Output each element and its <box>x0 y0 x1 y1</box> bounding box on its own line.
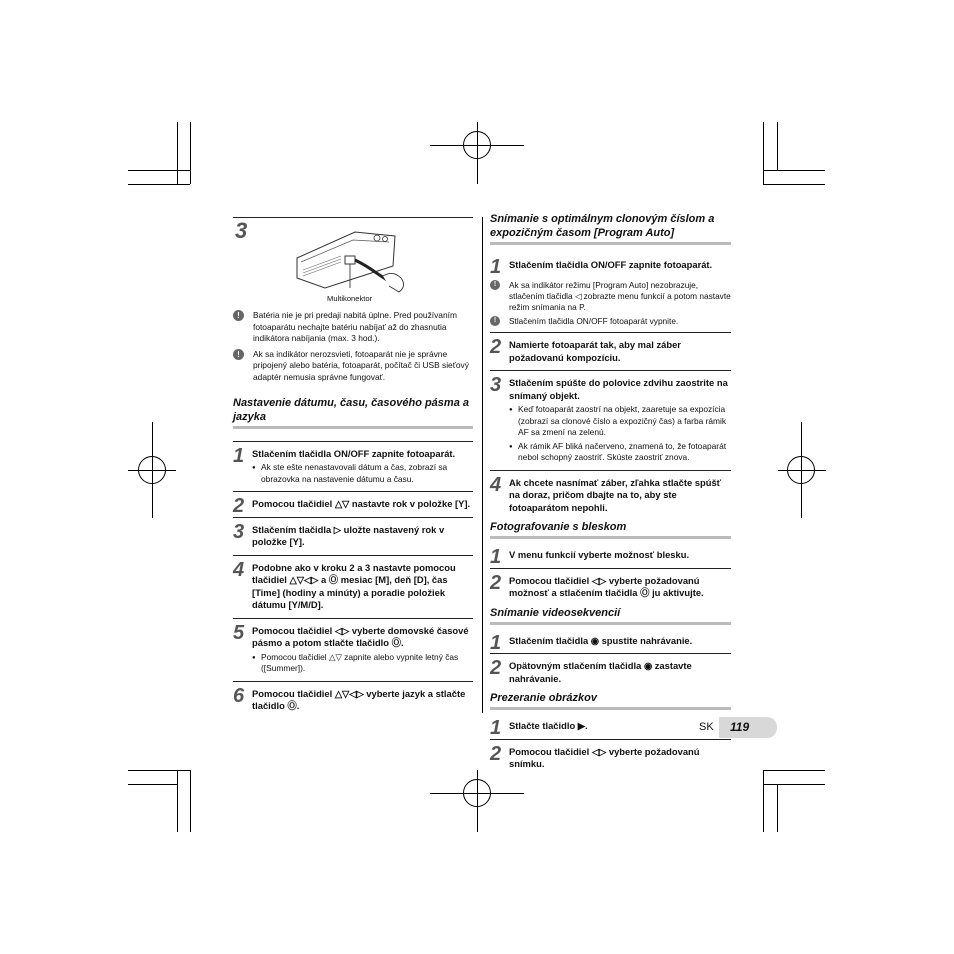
camera-multiconnector-illustration <box>295 226 415 296</box>
section-title: Nastavenie dátumu, času, časového pásma a jazyka <box>233 396 473 429</box>
step-item: 5 Pomocou tlačidiel ◁▷ vyberte domovské časové pásmo a potom stlačte tlačidlo Ⓞ. ● Pomocou tlačidiel △▽ zapnite alebo vypnite letný čas ([Summer]). <box>233 618 473 681</box>
language-code: SK <box>699 721 714 733</box>
crop-mark <box>763 770 764 832</box>
section-title: Prezeranie obrázkov <box>490 691 731 710</box>
crop-mark <box>128 770 190 771</box>
section-title: Snímanie videosekvencií <box>490 606 731 625</box>
step-item: 4 Podobne ako v kroku 2 a 3 nastavte pomocou tlačidiel △▽◁▷ a Ⓞ mesiac [M], deň [D], čas [Time] (hodiny a minúty) a poradie položiek dátumu [Y/M/D]. <box>233 555 473 618</box>
crop-mark <box>177 770 178 832</box>
page-number: 119 <box>730 720 750 734</box>
figure-caption: Multikonektor <box>327 294 373 303</box>
step-item: 2 Opätovným stlačením tlačidla ◉ zastavte nahrávanie. <box>490 653 731 691</box>
step-item: 1 Stlačením tlačidla ON/OFF zapnite fotoaparát. ● Ak ste ešte nenastavovali dátum a čas, zobrazí sa obrazovka na nastavenie dátumu a času. <box>233 441 473 492</box>
note-item: ! Batéria nie je pri predaji nabitá úplne. Pred používaním fotoaparátu nechajte batériu nabíjať až do zhasnutia indikátora nabíjania (max. 3 hod.). <box>233 310 473 345</box>
step-item: 4 Ak chcete nasnímať záber, zľahka stlačte spúšť na doraz, pričom dbajte na to, aby ste fotoaparátom nepohli. <box>490 470 731 521</box>
step-item: 1 V menu funkcií vyberte možnosť blesku. <box>490 546 690 569</box>
step-item: 3 Stlačením spúšte do polovice zdvihu zaostrite na snímaný objekt. ● Keď fotoaparát zaostrí na objekt, zaaretuje sa expozícia (zobrazí sa clonové číslo a expozičný čas) a farba rámik AF sa zmení na zelenú. ● Ak rámik AF bliká načerveno, znamená to, že fotoaparát nebol schopný zaostriť. Skúste zaostriť znova. <box>490 370 731 470</box>
note-list <box>233 310 473 384</box>
crop-mark <box>128 784 177 785</box>
step-item: 2 Pomocou tlačidiel ◁▷ vyberte požadovanú možnosť a stlačením tlačidla Ⓞ ju aktivujte. <box>490 568 731 606</box>
step-item: 1 Stlačením tlačidla ◉ spustite nahrávanie. <box>490 631 693 654</box>
section-title: Fotografovanie s bleskom <box>490 520 731 539</box>
caution-icon: ! <box>233 310 244 321</box>
caution-icon: ! <box>490 280 500 290</box>
left-column <box>233 217 473 719</box>
section-title: Snímanie s optimálnym clonovým číslom a expozičným časom [Program Auto] <box>490 212 731 245</box>
step-item: 3 Stlačením tlačidla ▷ uložte nastavený rok v položke [Y]. <box>233 517 473 555</box>
crop-mark <box>763 170 825 171</box>
column-divider <box>482 217 483 713</box>
crop-mark <box>763 784 825 785</box>
right-column <box>490 212 731 777</box>
crop-mark <box>128 170 190 171</box>
note-item: ! Ak sa indikátor režimu [Program Auto] nezobrazuje, stlačením tlačidla ◁ zobrazte menu funkcií a potom nastavte režim snímania na P. <box>490 280 731 314</box>
caution-icon: ! <box>490 316 500 326</box>
step-item: 6 Pomocou tlačidiel △▽◁▷ vyberte jazyk a stlačte tlačidlo Ⓞ. <box>233 681 473 719</box>
step-item: 2 Namierte fotoaparát tak, aby mal záber požadovanú kompozíciu. <box>490 332 731 370</box>
crop-mark <box>177 122 178 184</box>
crop-mark <box>777 122 778 170</box>
crop-mark <box>190 122 191 184</box>
crop-mark <box>777 784 778 832</box>
caution-icon: ! <box>233 349 244 360</box>
note-item: ! Ak sa indikátor nerozsvieti, fotoaparát nie je správne pripojený alebo batéria, fotoaparát, počítač či USB sieťový adaptér nemusia správne fungovať. <box>233 349 473 384</box>
crop-mark <box>763 122 764 184</box>
step-item: 1 Stlačením tlačidla ON/OFF zapnite fotoaparát. <box>490 256 713 278</box>
step-number: 3 <box>235 218 248 243</box>
crop-mark <box>128 184 190 185</box>
note-item: ! Stlačením tlačidla ON/OFF fotoaparát vypnite. <box>490 316 731 327</box>
crop-mark <box>763 184 825 185</box>
step-3-illustration <box>233 217 473 304</box>
step-item: 2 Pomocou tlačidiel △▽ nastavte rok v položke [Y]. <box>233 491 473 517</box>
step-item: 1 Stlačte tlačidlo ▶. <box>490 717 588 740</box>
crop-mark <box>190 770 191 832</box>
crop-mark <box>763 770 825 771</box>
step-item: 2 Pomocou tlačidiel ◁▷ vyberte požadovanú snímku. <box>490 739 731 777</box>
